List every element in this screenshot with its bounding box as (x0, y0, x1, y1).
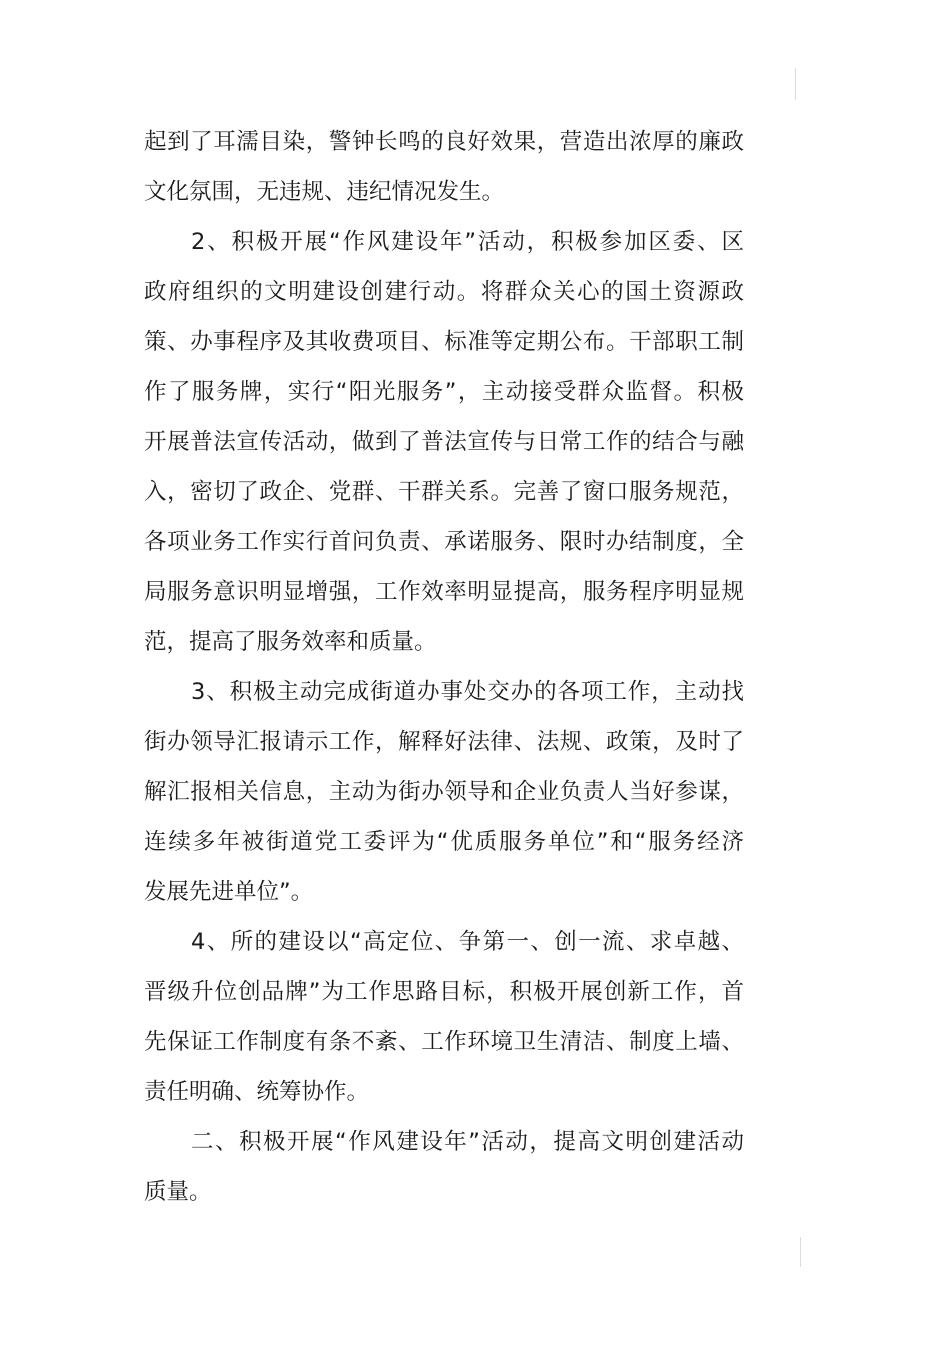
text-line: 开展普法宣传活动，做到了普法宣传与日常工作的结合与融 (144, 429, 744, 455)
text-line: 3、积极主动完成街道办事处交办的各项工作，主动找 (191, 679, 744, 705)
paragraph-section-2 (144, 1117, 744, 1217)
text-line: 4、所的建设以“高定位、争第一、创一流、求卓越、 (191, 929, 744, 955)
text-line: 政府组织的文明建设创建行动。将群众关心的国土资源政 (144, 279, 744, 305)
text-line: 先保证工作制度有条不紊、工作环境卫生清洁、制度上墙、 (144, 1029, 744, 1055)
text-line: 连续多年被街道党工委评为“优质服务单位”和“服务经济 (144, 829, 744, 855)
text-line: 2、积极开展“作风建设年”活动，积极参加区委、区 (191, 229, 744, 255)
page-edge-mark-bottom (800, 1237, 801, 1267)
paragraph-item-3 (144, 667, 744, 917)
text-line: 策、办事程序及其收费项目、标准等定期公布。干部职工制 (144, 329, 744, 355)
paragraph-item-4 (144, 917, 744, 1117)
text-line: 文化氛围，无违规、违纪情况发生。 (144, 179, 505, 205)
text-line: 街办领导汇报请示工作，解释好法律、法规、政策，及时了 (144, 729, 744, 755)
section-heading-line: 质量。 (144, 1179, 212, 1205)
text-line: 入，密切了政企、党群、干群关系。完善了窗口服务规范， (144, 479, 744, 505)
text-line: 作了服务牌，实行“阳光服务”，主动接受群众监督。积极 (144, 379, 744, 405)
text-line: 局服务意识明显增强，工作效率明显提高，服务程序明显规 (144, 579, 744, 605)
paragraph-item-2 (144, 217, 744, 667)
text-line: 晋级升位创品牌”为工作思路目标，积极开展创新工作，首 (144, 979, 744, 1005)
document-body (144, 117, 744, 1217)
text-line: 起到了耳濡目染，警钟长鸣的良好效果，营造出浓厚的廉政 (144, 129, 744, 155)
text-line: 各项业务工作实行首问负责、承诺服务、限时办结制度，全 (144, 529, 744, 555)
text-line: 解汇报相关信息，主动为街办领导和企业负责人当好参谋， (144, 779, 744, 805)
section-heading-line: 二、积极开展“作风建设年”活动，提高文明创建活动 (191, 1129, 744, 1155)
text-line: 发展先进单位”。 (144, 879, 314, 905)
text-line: 范，提高了服务效率和质量。 (144, 629, 437, 655)
page-edge-mark-top (795, 68, 796, 100)
paragraph-continuation (144, 117, 744, 217)
text-line: 责任明确、统筹协作。 (144, 1079, 370, 1105)
